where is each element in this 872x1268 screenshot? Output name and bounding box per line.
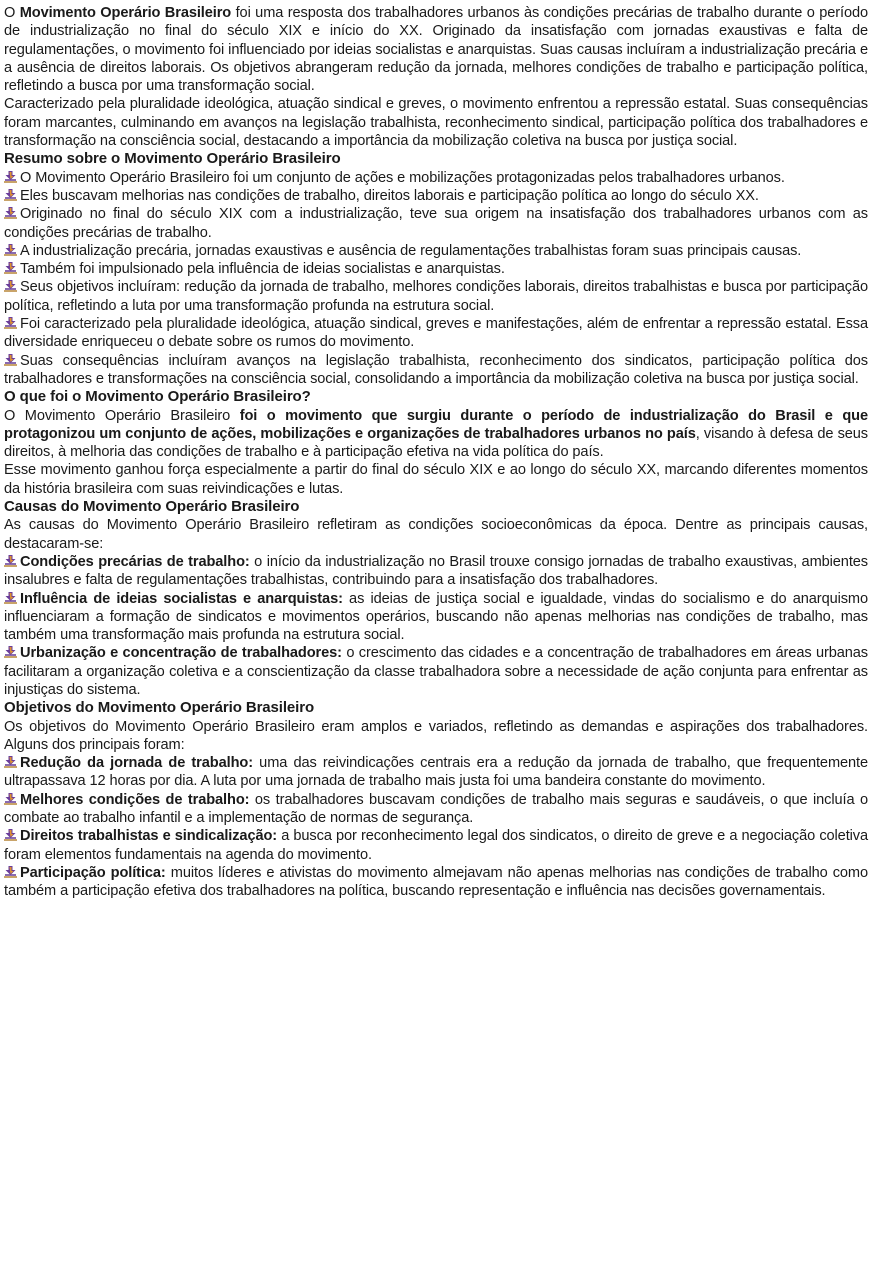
bullet-item bbox=[4, 352, 868, 389]
bullet-item bbox=[4, 169, 868, 187]
text: Suas consequências incluíram avanços na legislação trabalhista, reconhecimento dos sindicatos, participação política dos trabalhadores e transformações na consciência social, consolidando a importância da mobilização coletiva na busca por justiça social. bbox=[4, 352, 868, 387]
paragraph bbox=[4, 718, 868, 755]
bold-text: Redução da jornada de trabalho: bbox=[20, 755, 253, 772]
text: muitos líderes e ativistas do movimento almejavam não apenas melhorias nas condições de trabalho como também a participação efetiva dos trabalhadores na política, buscando representação e influência nas decisões governamentais. bbox=[4, 864, 868, 900]
bold-text: Direitos trabalhistas e sindicalização: bbox=[20, 828, 278, 845]
text: Seus objetivos incluíram: redução da jornada de trabalho, melhores condições laborais, direitos trabalhistas e busca por participação política, refletindo a luta por uma transformação profunda na estrutura social. bbox=[4, 279, 868, 314]
text: Objetivos do Movimento Operário Brasileiro bbox=[4, 699, 315, 717]
section-heading bbox=[4, 388, 868, 406]
bullet-item bbox=[4, 187, 868, 205]
text: o crescimento das cidades e a concentração de trabalhadores em áreas urbanas facilitaram a organização coletiva e a conscientização da classe trabalhadora sobre a necessidade de ação conjunta para enfrentar as injustiças do sistema. bbox=[4, 645, 868, 698]
bold-text: Condições precárias de trabalho: bbox=[20, 553, 250, 570]
text: a busca por reconhecimento legal dos sindicatos, o direito de greve e a negociação coletiva foram elementos fundamentais na agenda do movimento. bbox=[4, 828, 868, 863]
bullet-item bbox=[4, 205, 868, 242]
text: O que foi o Movimento Operário Brasileiro? bbox=[4, 388, 311, 406]
bullet-item bbox=[4, 260, 868, 278]
arrow-down-bullet-icon bbox=[4, 188, 17, 200]
bullet-item bbox=[4, 827, 868, 864]
arrow-down-bullet-icon bbox=[4, 755, 17, 767]
bullet-item bbox=[4, 242, 868, 260]
arrow-down-bullet-icon bbox=[4, 353, 17, 365]
text: , visando à defesa de seus direitos, à melhoria das condições de trabalho e à participação efetiva na vida política do país. bbox=[4, 425, 868, 461]
bold-text: foi o movimento que surgiu durante o período de industrialização do Brasil e que protagonizou um conjunto de ações, mobilizações e organizações de trabalhadores urbanos no país bbox=[4, 407, 868, 442]
text: foi uma resposta dos trabalhadores urbanos às condições precárias de trabalho durante o período de industrialização no final do século XIX e início do XX. Originado da insatisfação com jornadas exaustivas e falta de regulamentações, o movimento foi influenciado por ideias socialistas e anarquistas. Suas causas incluíram a industrialização precária e a ausência de direitos laborais. Os objetivos abrangeram redução da jornada, melhores condições de trabalho e participação política, refletindo a busca por uma transformação social. bbox=[4, 5, 868, 95]
paragraph bbox=[4, 407, 868, 462]
bullet-item bbox=[4, 590, 868, 645]
arrow-down-bullet-icon bbox=[4, 792, 17, 804]
bullet-item bbox=[4, 553, 868, 590]
text: Os objetivos do Movimento Operário Brasileiro eram amplos e variados, refletindo as demandas e aspirações dos trabalhadores. Alguns dos principais foram: bbox=[4, 718, 868, 753]
arrow-down-bullet-icon bbox=[4, 828, 17, 840]
bullet-item bbox=[4, 278, 868, 315]
bullet-item bbox=[4, 791, 868, 828]
text: Resumo sobre o Movimento Operário Brasileiro bbox=[4, 150, 341, 168]
paragraph bbox=[4, 4, 868, 95]
bold-text: Urbanização e concentração de trabalhadores: bbox=[20, 645, 342, 662]
bold-text: Influência de ideias socialistas e anarquistas: bbox=[20, 590, 343, 607]
arrow-down-bullet-icon bbox=[4, 865, 17, 877]
section-heading bbox=[4, 699, 868, 717]
text: Foi caracterizado pela pluralidade ideológica, atuação sindical, greves e manifestações, além de enfrentar a repressão estatal. Essa diversidade enriqueceu o debate sobre os rumos do movimento. bbox=[4, 316, 868, 351]
text: O bbox=[4, 5, 20, 21]
bold-text: Participação política: bbox=[20, 864, 166, 881]
bullet-item bbox=[4, 754, 868, 791]
text: Caracterizado pela pluralidade ideológica, atuação sindical e greves, o movimento enfrentou a repressão estatal. Suas consequências foram marcantes, culminando em avanços na legislação trabalhista, reconhecimento sindical, participação política dos trabalhadores e transformação na consciência social, destacando a importância da mobilização coletiva na busca por justiça social. bbox=[4, 96, 868, 150]
text: Também foi impulsionado pela influência de ideias socialistas e anarquistas. bbox=[20, 261, 505, 278]
text: Eles buscavam melhorias nas condições de trabalho, direitos laborais e participação política ao longo do século XX. bbox=[20, 187, 759, 204]
arrow-down-bullet-icon bbox=[4, 554, 17, 566]
arrow-down-bullet-icon bbox=[4, 261, 17, 273]
bullet-item bbox=[4, 315, 868, 352]
text: as ideias de justiça social e igualdade, vindas do socialismo e do anarquismo influenciaram a formação de sindicatos e movimentos operários, buscando não apenas melhorias nas condições de trabalho, mas também uma transformação mais profunda na estrutura social. bbox=[4, 590, 869, 644]
bold-text: Melhores condições de trabalho: bbox=[20, 791, 250, 808]
text: os trabalhadores buscavam condições de trabalho mais seguras e saudáveis, o que incluía o combate ao trabalho infantil e a implementação de normas de segurança. bbox=[4, 791, 868, 827]
paragraph bbox=[4, 461, 868, 498]
paragraph bbox=[4, 516, 868, 553]
text: Esse movimento ganhou força especialmente a partir do final do século XIX e ao longo do século XX, marcando diferentes momentos da história brasileira com suas reivindicações e lutas. bbox=[4, 462, 868, 497]
bold-text: Movimento Operário Brasileiro bbox=[19, 5, 232, 21]
arrow-down-bullet-icon bbox=[4, 243, 17, 255]
text: Causas do Movimento Operário Brasileiro bbox=[4, 498, 300, 516]
arrow-down-bullet-icon bbox=[4, 591, 17, 603]
bullet-item bbox=[4, 864, 868, 901]
paragraph bbox=[4, 95, 868, 150]
text: o início da industrialização no Brasil trouxe consigo jornadas de trabalho exaustivas, ambientes insalubres e falta de regulamentações trabalhistas, contribuindo para a insatisfação dos trabalhadores. bbox=[4, 553, 868, 589]
arrow-down-bullet-icon bbox=[4, 316, 17, 328]
text: O Movimento Operário Brasileiro bbox=[4, 407, 240, 424]
text: uma das reivindicações centrais era a redução da jornada de trabalho, que frequentemente ultrapassava 12 horas por dia. A luta por uma jornada de trabalho mais justa foi uma bandeira constante do movimento. bbox=[4, 755, 868, 790]
text: As causas do Movimento Operário Brasileiro refletiram as condições socioeconômicas da época. Dentre as principais causas, destacaram-se: bbox=[4, 517, 868, 552]
arrow-down-bullet-icon bbox=[4, 170, 17, 182]
text: O Movimento Operário Brasileiro foi um conjunto de ações e mobilizações protagonizadas pelos trabalhadores urbanos. bbox=[20, 169, 785, 186]
bullet-item bbox=[4, 644, 868, 699]
arrow-down-bullet-icon bbox=[4, 206, 17, 218]
section-heading bbox=[4, 150, 868, 168]
text: A industrialização precária, jornadas exaustivas e ausência de regulamentações trabalhistas foram suas principais causas. bbox=[20, 242, 802, 259]
text: Originado no final do século XIX com a industrialização, teve sua origem na insatisfação dos trabalhadores urbanos com as condições precárias de trabalho. bbox=[4, 206, 868, 241]
arrow-down-bullet-icon bbox=[4, 645, 17, 657]
section-heading bbox=[4, 498, 868, 516]
arrow-down-bullet-icon bbox=[4, 279, 17, 291]
